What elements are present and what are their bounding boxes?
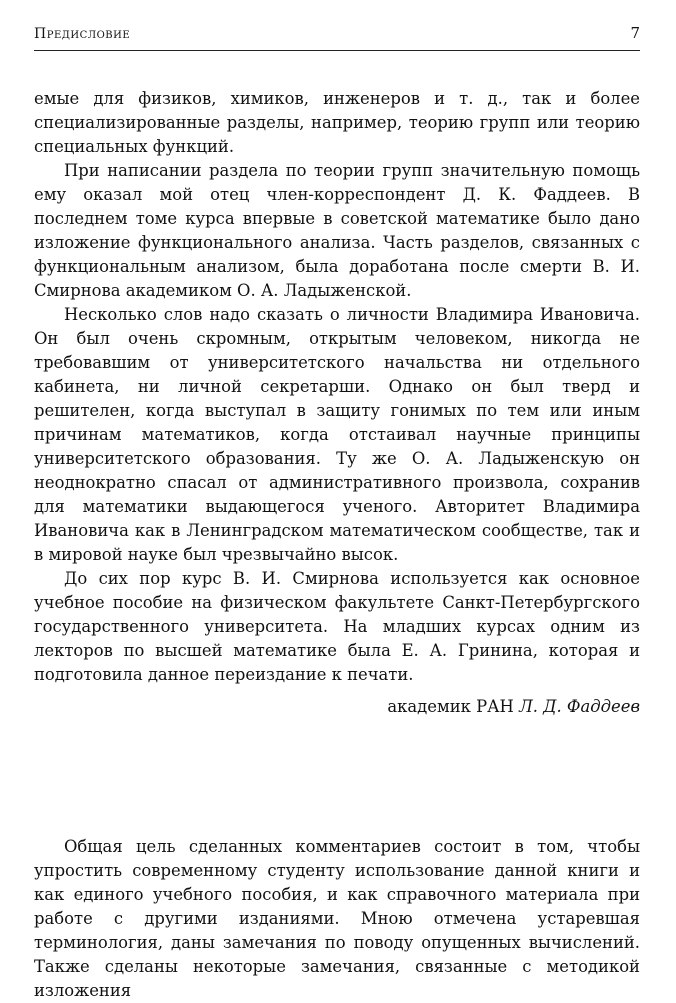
body-text — [34, 87, 640, 1003]
page — [34, 24, 640, 1003]
running-header-title: Предисловие — [34, 26, 131, 42]
signature — [34, 695, 640, 719]
signature-prefix: академик РАН — [387, 697, 514, 716]
paragraph: Общая цель сделанных комментариев состоит в том, чтобы упростить современному студенту использование данной книги и как единого учебного пособия, и как справочного материала при работе с другими изданиями. Мною отмечена устаревшая терминология, даны замечания по поводу опущенных вычислений. Также сделаны некоторые замечания, связанные с методикой изложения — [34, 837, 640, 1000]
page-number: 7 — [630, 24, 640, 42]
paragraph: Несколько слов надо сказать о личности Владимира Ивановича. Он был очень скромным, открытым человеком, никогда не требовавшим от университетского начальства ни отдельного кабинета, ни личной секретарши. Однако он был тверд и решителен, когда выступал в защиту гонимых по тем или иным причинам математиков, когда отстаивал научные принципы университетского образования. Ту же О. А. Ладыженскую он неоднократно спасал от административного произвола, сохранив для математики выдающегося ученого. Авторитет Владимира Ивановича как в Ленинградском математическом сообществе, так и в мировой науке был чрезвычайно высок. — [34, 305, 640, 564]
signature-name: Л. Д. Фаддеев — [519, 697, 640, 716]
paragraph-continuation: емые для физиков, химиков, инженеров и т. д., так и более специализированные разделы, например, теорию групп или теорию специальных функций. — [34, 89, 640, 156]
paragraph: При написании раздела по теории групп значительную помощь ему оказал мой отец член-корреспондент Д. К. Фаддеев. В последнем томе курса впервые в советской математике было дано изложение функционального анализа. Часть разделов, связанных с функциональным анализом, была доработана после смерти В. И. Смирнова академиком О. А. Ладыженской. — [34, 161, 640, 300]
paragraph: До сих пор курс В. И. Смирнова используется как основное учебное пособие на физическом факультете Санкт-Петербургского государственного университета. На младших курсах одним из лекторов по высшей математике была Е. А. Гринина, которая и подготовила данное переиздание к печати. — [34, 569, 640, 684]
running-header — [34, 24, 640, 51]
